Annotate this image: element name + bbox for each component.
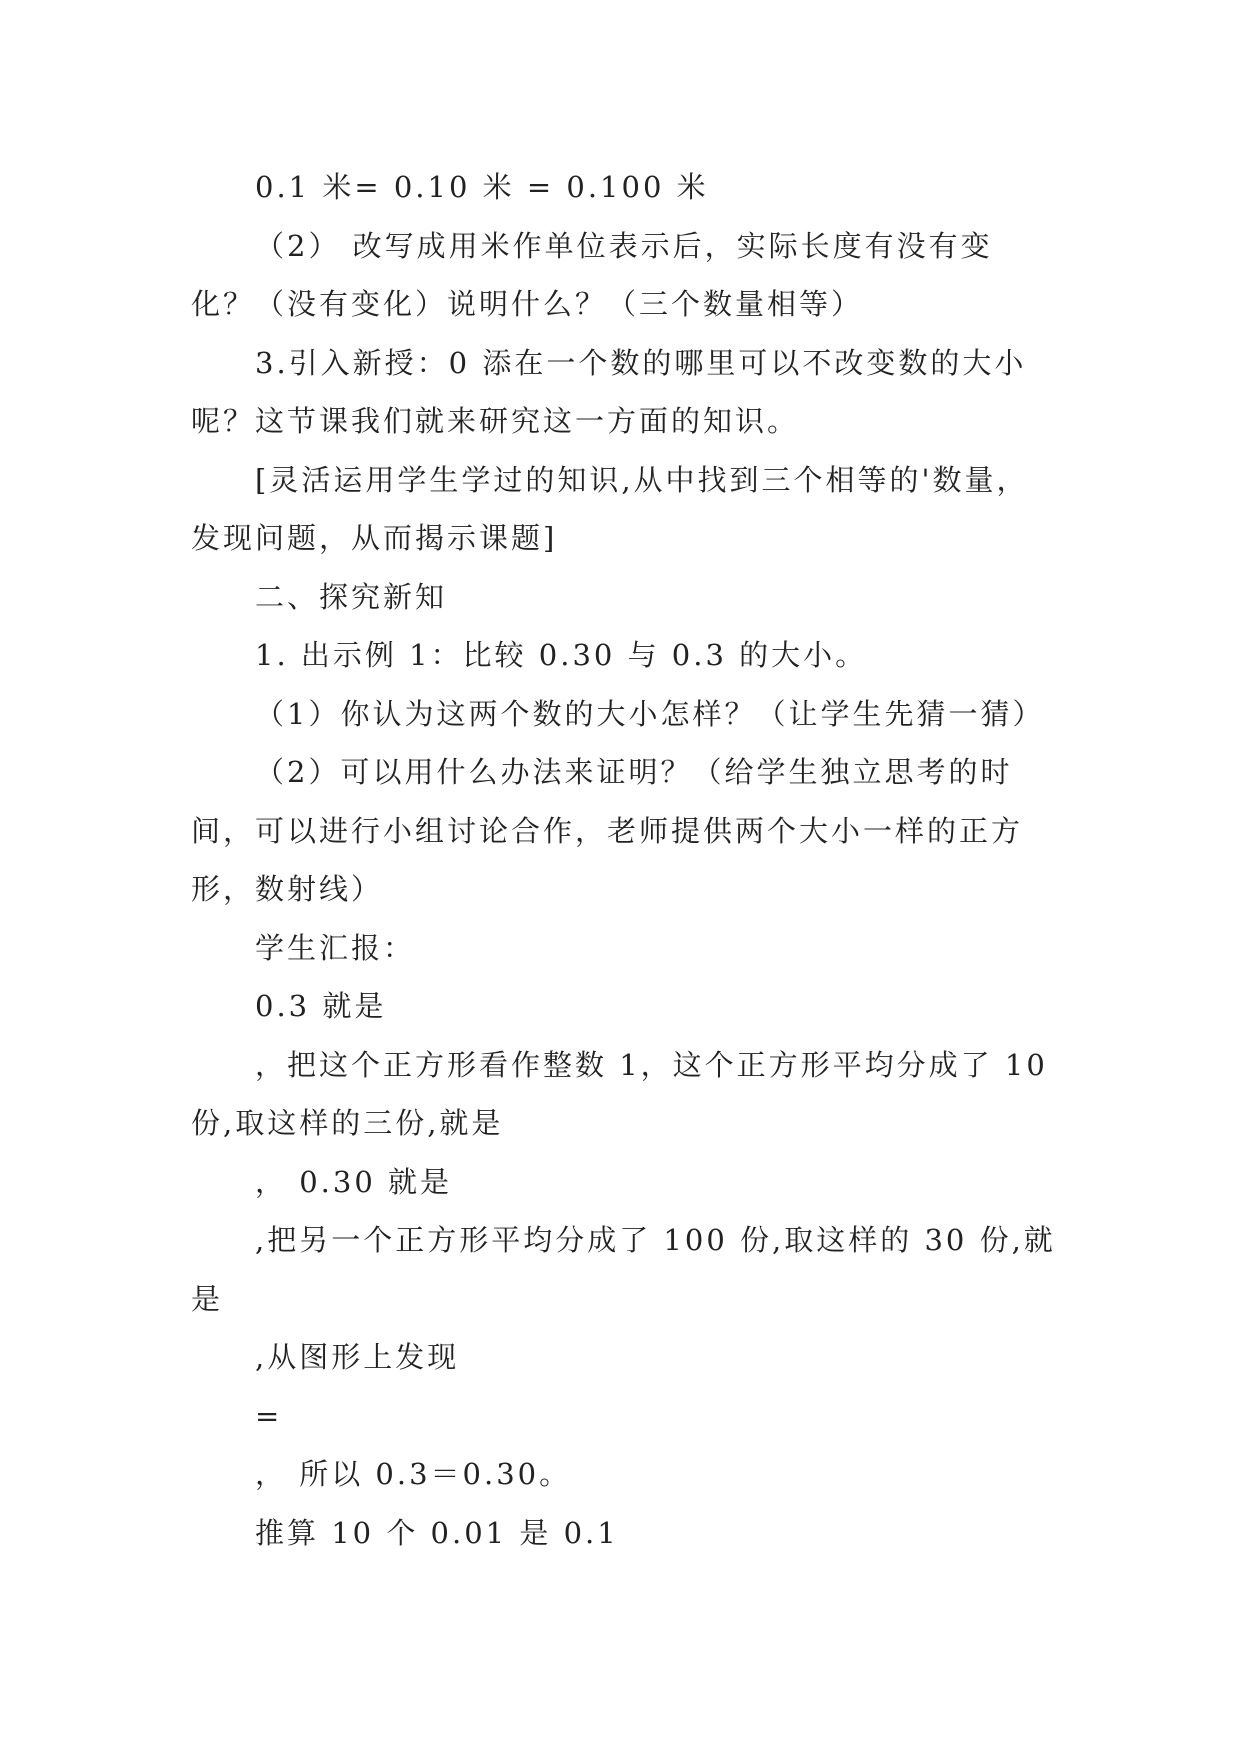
text-line: （1）你认为这两个数的大小怎样？（让学生先猜一猜） bbox=[255, 696, 1045, 731]
text-line: （2）可以用什么办法来证明？（给学生独立思考的时 bbox=[255, 755, 1013, 789]
text-line: = bbox=[255, 1398, 283, 1433]
text-line: [灵活运用学生学过的知识,从中找到三个相等的'数量， bbox=[255, 462, 1029, 497]
text-line: 发现问题，从而揭示课题] bbox=[191, 521, 558, 555]
text-line: 1. 出示例 1：比较 0.30 与 0.3 的大小。 bbox=[255, 638, 868, 672]
text-line: ,从图形上发现 bbox=[255, 1340, 460, 1374]
text-line: 0.3 就是 bbox=[255, 989, 387, 1023]
text-line: ，把这个正方形看作整数 1，这个正方形平均分成了 10 bbox=[255, 1047, 1048, 1082]
text-line: 间，可以进行小组讨论合作，老师提供两个大小一样的正方 bbox=[191, 813, 1024, 848]
text-line: （2） 改写成用米作单位表示后，实际长度有没有变 bbox=[255, 228, 993, 263]
text-line: ,把另一个正方形平均分成了 100 份,取这样的 30 份,就 bbox=[255, 1223, 1056, 1257]
text-line: 0.1 米= 0.10 米 = 0.100 米 bbox=[255, 170, 709, 204]
text-line: 份,取这样的三份,就是 bbox=[191, 1106, 504, 1140]
text-line: 学生汇报： bbox=[255, 930, 416, 965]
text-line: 推算 10 个 0.01 是 0.1 bbox=[255, 1515, 619, 1550]
document-body bbox=[191, 158, 1061, 1562]
text-line: 化？（没有变化）说明什么？（三个数量相等） bbox=[191, 287, 864, 321]
text-line: 形，数射线） bbox=[191, 872, 384, 906]
text-line: 呢？这节课我们就来研究这一方面的知识。 bbox=[191, 404, 800, 438]
text-line: ， 0.30 就是 bbox=[255, 1164, 453, 1199]
text-line: 是 bbox=[191, 1281, 224, 1316]
text-line: 3.引入新授：0 添在一个数的哪里可以不改变数的大小 bbox=[255, 345, 1027, 380]
section-heading: 二、探究新知 bbox=[255, 579, 448, 614]
text-line: ， 所以 0.3＝0.30。 bbox=[255, 1457, 572, 1491]
